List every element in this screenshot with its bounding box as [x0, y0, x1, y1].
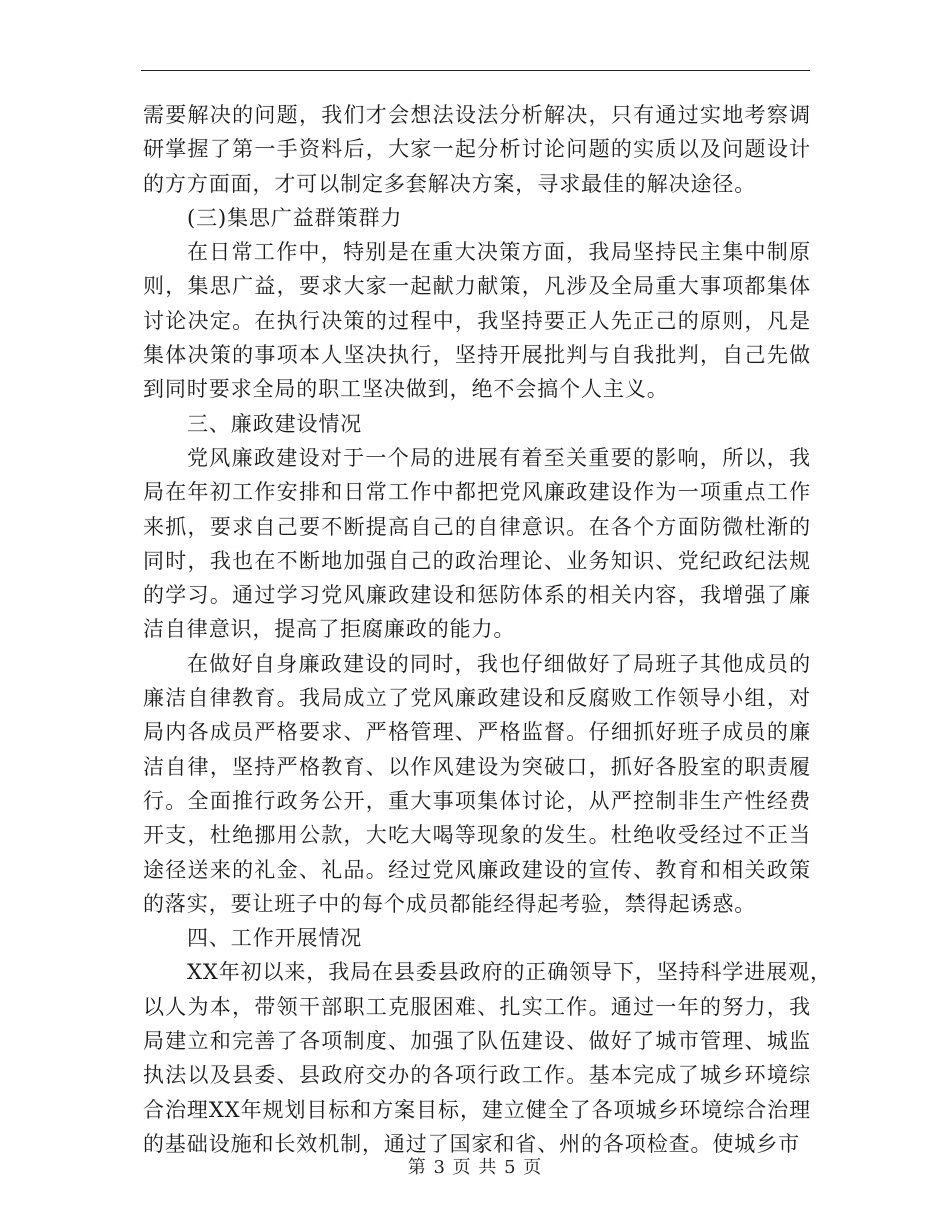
text-line: 在日常工作中，特别是在重大决策方面，我局坚持民主集中制原: [187, 240, 811, 265]
text-line: 的落实，要让班子中的每个成员都能经得起考验，禁得起诱惑。: [143, 891, 757, 916]
text-line: 党风廉政建设对于一个局的进展有着至关重要的影响，所以，我: [187, 445, 811, 470]
text-line: 来抓，要求自己要不断提高自己的自律意识。在各个方面防微杜渐的: [143, 514, 811, 539]
text-line: 洁自律意识，提高了拒腐廉政的能力。: [143, 617, 516, 642]
text-line: 执法以及县委、县政府交办的各项行政工作。基本完成了城乡环境综: [143, 1063, 811, 1088]
text-line: XX年初以来，我局在县委县政府的正确领导下，坚持科学进展观，: [187, 960, 832, 985]
text-line: 到同时要求全局的职工坚决做到，绝不会搞个人主义。: [143, 377, 669, 402]
text-line: 的基础设施和长效机制，通过了国家和省、州的各项检查。使城乡市: [143, 1131, 800, 1156]
text-line: 开支，杜绝挪用公款，大吃大喝等现象的发生。杜绝收受经过不正当: [143, 823, 811, 848]
page-footer: 第 3 页 共 5 页: [407, 1157, 543, 1178]
text-line: 廉洁自律教育。我局成立了党风廉政建设和反腐败工作领导小组，对: [143, 686, 811, 711]
text-line: 的方方面面，才可以制定多套解决方案，寻求最佳的解决途径。: [143, 171, 757, 196]
text-line: 四、工作开展情况: [187, 926, 363, 951]
header-rule: [141, 70, 810, 71]
text-line: (三)集思广益群策群力: [187, 205, 403, 230]
text-line: 同时，我也在不断地加强自己的政治理论、业务知识、党纪政纪法规: [143, 548, 811, 573]
text-line: 的学习。通过学习党风廉政建设和惩防体系的相关内容，我增强了廉: [143, 583, 811, 608]
text-line: 研掌握了第一手资料后，大家一起分析讨论问题的实质以及问题设计: [143, 137, 811, 162]
text-line: 局建立和完善了各项制度、加强了队伍建设、做好了城市管理、城监: [143, 1029, 811, 1054]
text-line: 洁自律，坚持严格教育、以作风建设为突破口，抓好各股室的职责履: [143, 754, 811, 779]
text-line: 讨论决定。在执行决策的过程中，我坚持要正人先正己的原则，凡是: [143, 308, 811, 333]
text-line: 局内各成员严格要求、严格管理、严格监督。仔细抓好班子成员的廉: [143, 720, 811, 745]
body-text: [143, 98, 832, 1161]
text-line: 局在年初工作安排和日常工作中都把党风廉政建设作为一项重点工作: [143, 480, 811, 505]
text-line: 需要解决的问题，我们才会想法设法分析解决，只有通过实地考察调: [143, 103, 811, 127]
text-line: 以人为本，带领干部职工克服困难、扎实工作。通过一年的努力，我: [143, 994, 811, 1019]
text-line: 合治理XX年规划目标和方案目标，建立健全了各项城乡环境综合治理: [143, 1097, 811, 1122]
text-line: 三、廉政建设情况: [187, 411, 363, 436]
text-line: 行。全面推行政务公开，重大事项集体讨论，从严控制非生产性经费: [143, 788, 811, 813]
text-line: 集体决策的事项本人坚决执行，坚持开展批判与自我批判，自己先做: [143, 343, 811, 368]
text-line: 则，集思广益，要求大家一起献力献策，凡涉及全局重大事项都集体: [143, 274, 811, 299]
text-line: 在做好自身廉政建设的同时，我也仔细做好了局班子其他成员的: [187, 651, 811, 676]
text-line: 途径送来的礼金、礼品。经过党风廉政建设的宣传、教育和相关政策: [143, 857, 811, 882]
